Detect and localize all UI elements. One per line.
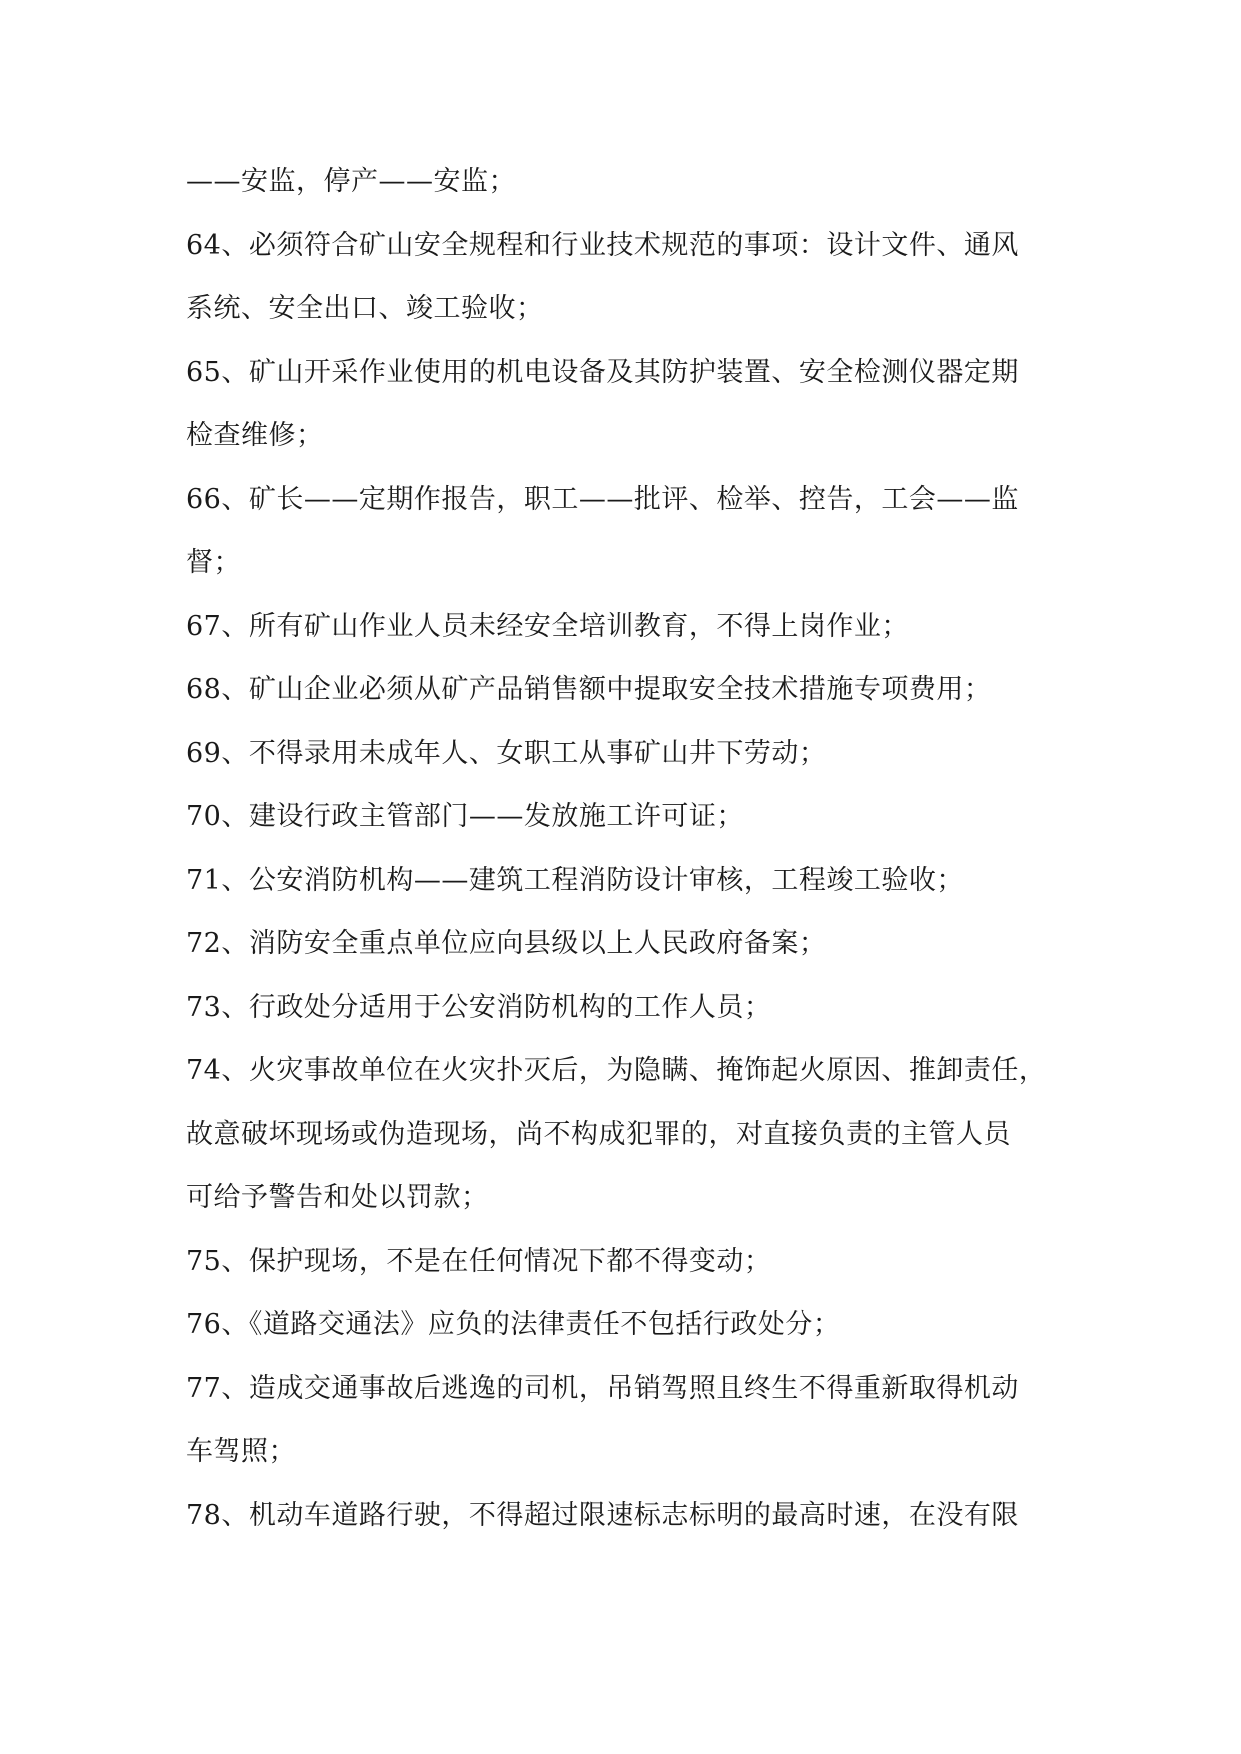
text-line: 64、必须符合矿山安全规程和行业技术规范的事项：设计文件、通风 [186, 229, 1019, 261]
text-line: 74、火灾事故单位在火灾扑灭后，为隐瞒、掩饰起火原因、推卸责任， [186, 1055, 1047, 1086]
text-line: 70、建设行政主管部门——发放施工许可证； [186, 801, 744, 832]
text-line: 可给予警告和处以罚款； [186, 1182, 489, 1213]
text-line: 车驾照； [186, 1436, 296, 1467]
text-line: 77、造成交通事故后逃逸的司机，吊销驾照且终生不得重新取得机动 [186, 1372, 1019, 1404]
text-line: 73、行政处分适用于公安消防机构的工作人员； [186, 991, 772, 1023]
text-line: 78、机动车道路行驶，不得超过限速标志标明的最高时速，在没有限 [186, 1499, 1019, 1531]
text-line: 76、《道路交通法》应负的法律责任不包括行政处分； [186, 1309, 841, 1340]
text-line: 71、公安消防机构——建筑工程消防设计审核，工程竣工验收； [186, 864, 964, 896]
text-line: 检查维修； [186, 420, 324, 451]
text-line: 69、不得录用未成年人、女职工从事矿山井下劳动； [186, 737, 827, 769]
document-body [186, 150, 1066, 1547]
text-line: 系统、安全出口、竣工验收； [186, 293, 544, 324]
text-line: 72、消防安全重点单位应向县级以上人民政府备案； [186, 928, 827, 959]
text-line: 故意破坏现场或伪造现场，尚不构成犯罪的，对直接负责的主管人员 [186, 1118, 1011, 1150]
text-line: 67、所有矿山作业人员未经安全培训教育，不得上岗作业； [186, 610, 909, 642]
text-line: 75、保护现场，不是在任何情况下都不得变动； [186, 1245, 772, 1277]
text-line: 督； [186, 547, 241, 578]
text-line: 66、矿长——定期作报告，职工——批评、检举、控告，工会——监 [186, 483, 1019, 515]
text-line: ——安监，停产——安监； [186, 166, 516, 197]
text-line: 68、矿山企业必须从矿产品销售额中提取安全技术措施专项费用； [186, 674, 992, 705]
text-line: 65、矿山开采作业使用的机电设备及其防护装置、安全检测仪器定期 [186, 356, 1019, 388]
